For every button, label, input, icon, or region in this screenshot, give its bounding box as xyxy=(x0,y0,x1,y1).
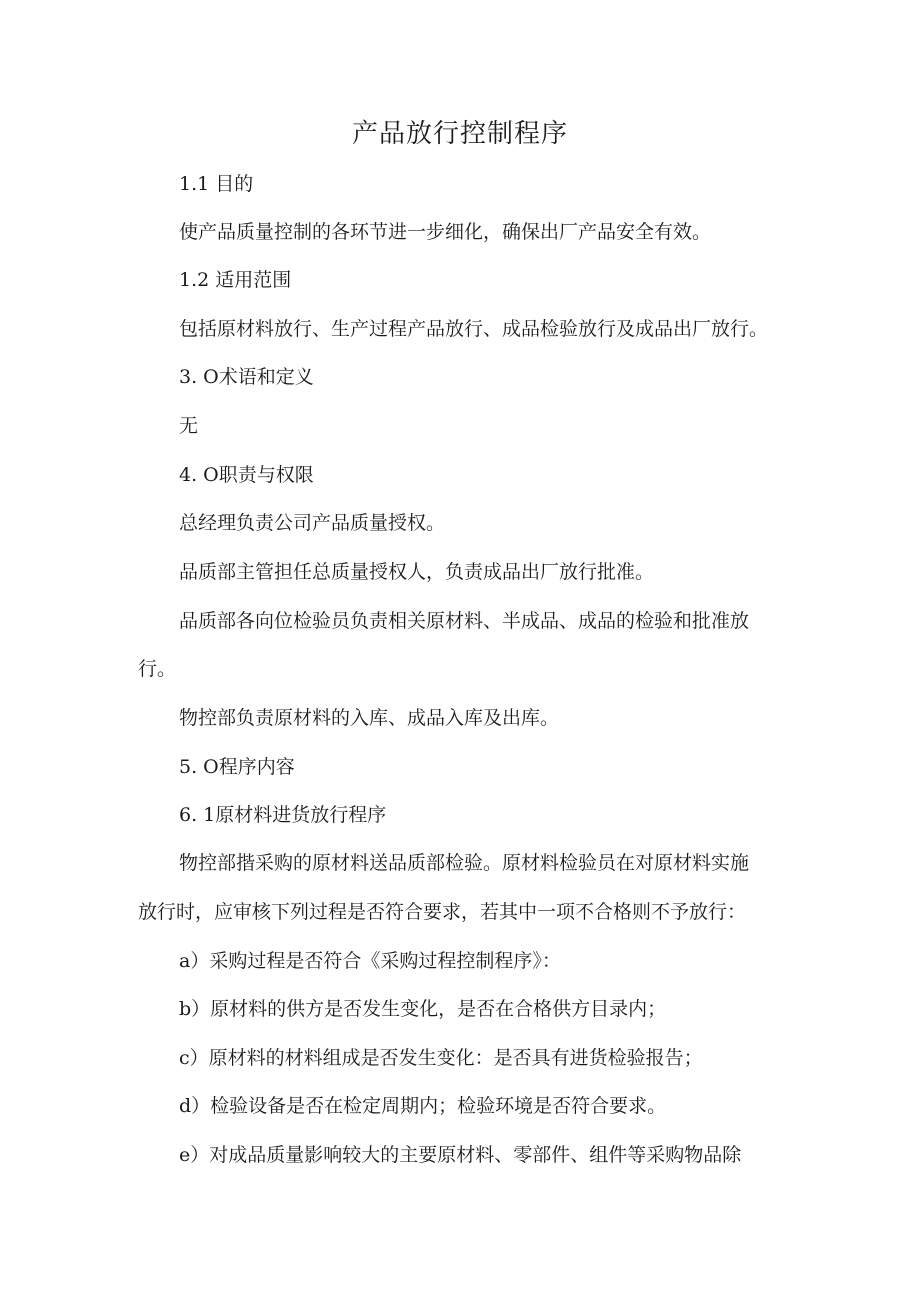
list-item: a）采购过程是否符合《采购过程控制程序》： xyxy=(179,950,561,972)
paragraph-line: 物控部负责原材料的入库、成品入库及出库。 xyxy=(179,707,560,729)
paragraph-line: 总经理负责公司产品质量授权。 xyxy=(179,512,446,534)
paragraph-line: 品质部各向位检验员负责相关原材料、半成品、成品的检验和批准放 xyxy=(179,610,750,632)
paragraph-line: 品质部主管担任总质量授权人，负责成品出厂放行批准。 xyxy=(179,561,655,583)
paragraph-line: 使产品质量控制的各环节进一步细化，确保出厂产品安全有效。 xyxy=(179,221,712,243)
paragraph-line: 行。 xyxy=(138,658,177,680)
paragraph-line: 放行时，应审核下列过程是否符合要求，若其中一项不合格则不予放行： xyxy=(138,901,747,923)
list-item: d）检验设备是否在检定周期内；检验环境是否符合要求。 xyxy=(179,1095,667,1117)
section-heading-terms: 3. O术语和定义 xyxy=(179,366,314,388)
section-heading-scope: 1.2 适用范围 xyxy=(179,269,292,291)
paragraph-line: 无 xyxy=(179,415,199,437)
section-heading-responsibilities: 4. O职责与权限 xyxy=(179,464,314,486)
list-item: c）原材料的材料组成是否发生变化：是否具有进货检验报告； xyxy=(179,1047,703,1069)
section-heading-purpose: 1.1 目的 xyxy=(179,173,254,195)
paragraph-line: 包括原材料放行、生产过程产品放行、成品检验放行及成品出厂放行。 xyxy=(179,318,769,340)
document-title: 产品放行控制程序 xyxy=(351,119,568,149)
list-item: e）对成品质量影响较大的主要原材料、零部件、组件等采购物品除 xyxy=(179,1144,742,1166)
section-heading-raw-material-release: 6. 1原材料进货放行程序 xyxy=(179,804,387,826)
list-item: b）原材料的供方是否发生变化，是否在合格供方目录内； xyxy=(179,998,667,1020)
paragraph-line: 物控部揩采购的原材料送品质部检验。原材料检验员在对原材料实施 xyxy=(179,852,750,874)
section-heading-procedure: 5. O程序内容 xyxy=(179,756,295,778)
